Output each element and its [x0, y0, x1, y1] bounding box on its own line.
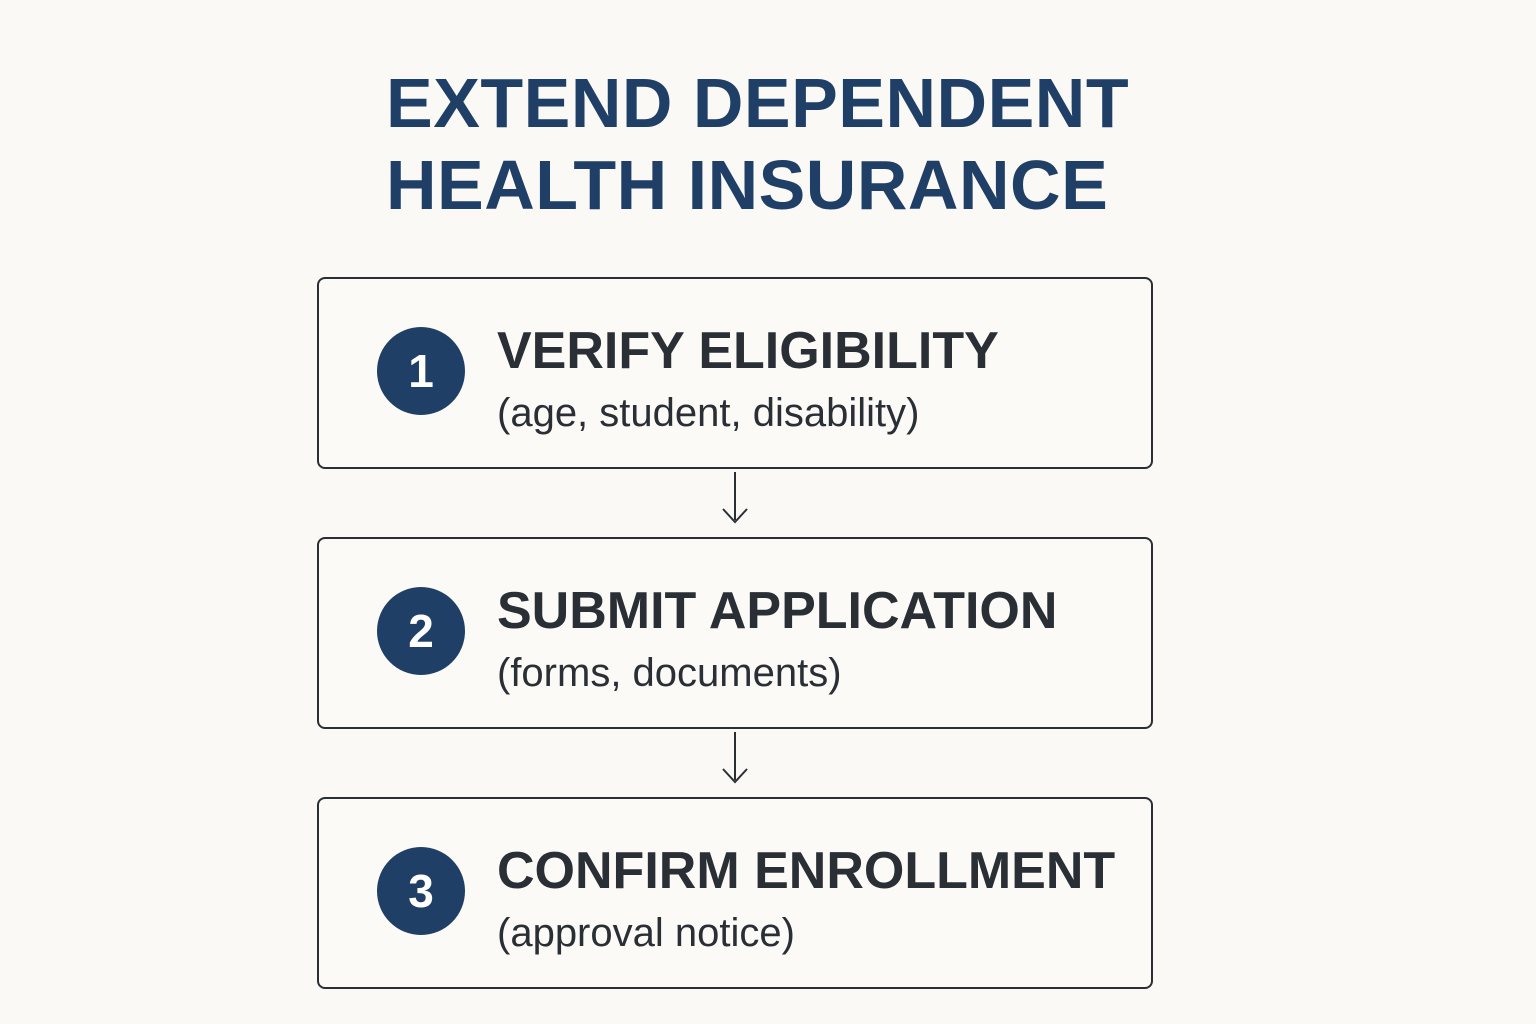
title-line-1: EXTEND DEPENDENT — [386, 64, 1130, 142]
diagram-title — [386, 62, 1186, 226]
step-title: SUBMIT APPLICATION — [497, 582, 1058, 640]
step-subtitle: (forms, documents) — [497, 651, 842, 695]
step-title: CONFIRM ENROLLMENT — [497, 842, 1116, 900]
step-number-badge: 1 — [377, 327, 465, 415]
down-arrow-icon — [719, 470, 751, 528]
step-box-2 — [317, 537, 1153, 729]
step-subtitle: (age, student, disability) — [497, 391, 920, 435]
title-line-2: HEALTH INSURANCE — [386, 146, 1109, 224]
down-arrow-icon — [719, 730, 751, 788]
step-number-badge: 3 — [377, 847, 465, 935]
step-subtitle: (approval notice) — [497, 911, 795, 955]
step-box-1 — [317, 277, 1153, 469]
step-title: VERIFY ELIGIBILITY — [497, 322, 999, 380]
step-box-3 — [317, 797, 1153, 989]
step-number-badge: 2 — [377, 587, 465, 675]
